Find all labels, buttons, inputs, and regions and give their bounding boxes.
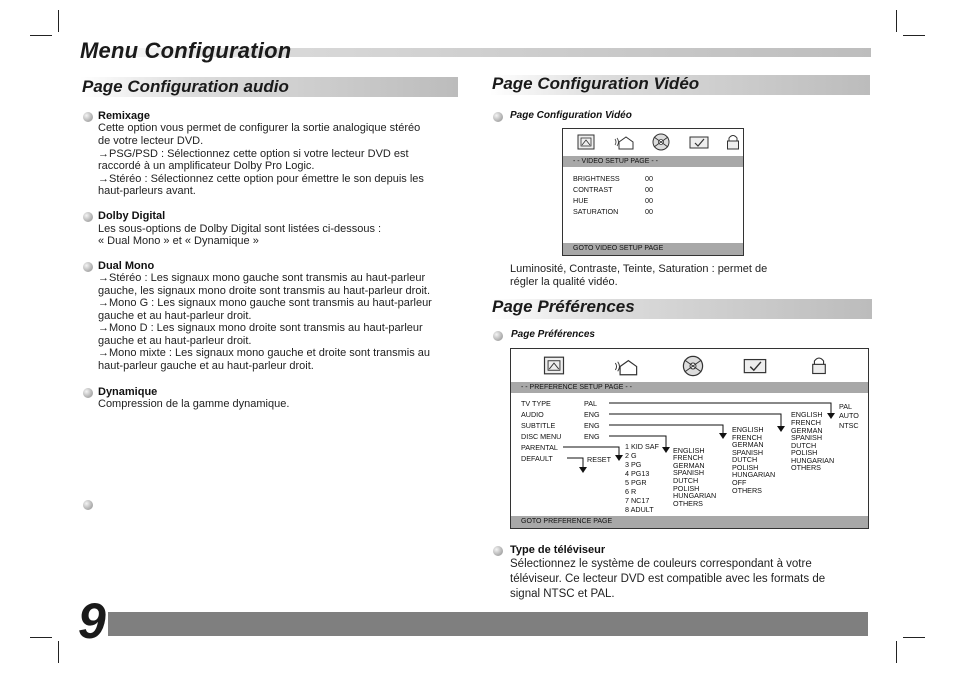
video-row-value: 00 [645,174,653,183]
remixage-line: Cette option vous permet de configurer la sortie analogique stéréo [98,122,421,134]
remixage-line: de votre lecteur DVD. [98,135,204,147]
bullet-icon [83,212,93,222]
dual-mono-line: gauche et au haut-parleur droit. [98,335,252,347]
subtitle-option: DUTCH [732,455,758,464]
bullet-icon [83,388,93,398]
remixage-line: raccordé à un amplificateur Dolby Pro Logic. [98,160,315,172]
bullet-icon [493,546,503,556]
menu-icon-row [563,129,743,156]
dual-mono-title: Dual Mono [98,260,155,272]
dolby-digital-line: « Dual Mono » et « Dynamique » [98,235,259,247]
audio-option: ENGLISH [791,410,823,419]
prefs-screen-footer: GOTO PREFERENCE PAGE [511,516,868,528]
audio-option: DUTCH [791,441,817,450]
crop-mark [30,35,52,36]
prefs-row-label: SUBTITLE [521,421,556,430]
subtitle-option: OFF [732,478,747,487]
dual-mono-line: haut-parleur gauche et au haut-parleur droit. [98,360,314,372]
subtitle-option: SPANISH [732,448,764,457]
lock-icon [726,133,740,151]
discmenu-option: GERMAN [673,461,705,470]
dynamique-line: Compression de la gamme dynamique. [98,398,290,410]
video-screen-footer: GOTO VIDEO SETUP PAGE [563,243,743,255]
remixage-line: haut-parleurs avant. [98,185,196,197]
bottom-bar [108,612,868,636]
subtitle-option: GERMAN [732,440,764,449]
video-row-label: SATURATION [573,207,619,216]
prefs-row-value: ENG [584,432,600,441]
prefs-row-label: AUDIO [521,410,544,419]
parental-option: 4 PG13 [625,469,650,478]
remixage-title: Remixage [98,110,150,122]
crop-mark [58,641,59,663]
crop-mark [896,641,897,663]
discmenu-option: HUNGARIAN [673,491,717,500]
audio-option: FRENCH [791,418,821,427]
crop-mark [896,10,897,32]
video-screen-header: - - VIDEO SETUP PAGE - - [563,156,743,167]
dual-mono-line: →Mono G : Les signaux mono gauche sont transmis au haut-parleur [98,297,432,309]
audio-option: POLISH [791,448,818,457]
audio-option: GERMAN [791,426,823,435]
discmenu-option: ENGLISH [673,446,705,455]
discmenu-option: OTHERS [673,499,703,508]
prefs-row-label: TV TYPE [521,399,551,408]
dual-mono-line: →Stéréo : Les signaux mono gauche sont transmis au haut-parleur [98,272,426,284]
discmenu-option: POLISH [673,484,700,493]
subtitle-option: HUNGARIAN [732,470,776,479]
video-caption: régler la qualité vidéo. [510,276,618,288]
video-check-icon [689,134,709,150]
video-row-value: 00 [645,207,653,216]
parental-option: 5 PGR [625,478,647,487]
audio-section-title: Page Configuration audio [82,77,289,96]
tv-type-line: téléviseur. Ce lecteur DVD est compatible avec les formats de [510,573,826,585]
prefs-row-value: ENG [584,410,600,419]
speaker-page-icon [577,134,595,150]
video-row-label: CONTRAST [573,185,613,194]
dual-mono-line: →Mono mixte : Les signaux mono gauche et droite sont transmis au [98,347,431,359]
video-setup-screen [562,128,744,256]
video-sub-title: Page Configuration Vidéo [510,110,632,121]
dual-mono-line: gauche, les signaux mono droite sont transmis au haut-parleur droit. [98,285,431,297]
crop-mark [903,637,925,638]
tv-option: NTSC [839,421,859,430]
parental-option: 2 G [625,451,637,460]
prefs-row-label: DEFAULT [521,454,553,463]
audio-option: SPANISH [791,433,823,442]
tv-option: AUTO [839,411,859,420]
prefs-row-label: PARENTAL [521,443,558,452]
discmenu-option: SPANISH [673,468,705,477]
parental-option: 8 ADULT [625,505,654,514]
bullet-icon [83,262,93,272]
parental-option: 1 KID SAF [625,442,659,451]
video-caption: Luminosité, Contraste, Teinte, Saturation : permet de [510,263,768,275]
parental-option: 3 PG [625,460,642,469]
subtitle-option: FRENCH [732,433,762,442]
dynamique-title: Dynamique [98,386,158,398]
video-row-value: 00 [645,185,653,194]
tv-type-line: Sélectionnez le système de couleurs correspondant à votre [510,558,812,570]
parental-option: 7 NC17 [625,496,650,505]
prefs-row-label: DISC MENU [521,432,562,441]
audio-house-icon [613,134,635,150]
audio-option: OTHERS [791,463,821,472]
video-row-value: 00 [645,196,653,205]
tv-type-title: Type de téléviseur [510,544,606,556]
subtitle-option: OTHERS [732,486,762,495]
bullet-icon [83,500,93,510]
tv-option: PAL [839,402,853,411]
bullet-icon [493,112,503,122]
page-number: 9 [78,593,106,649]
prefs-reset-label: RESET [587,455,611,464]
crop-mark [30,637,52,638]
prefs-section-title: Page Préférences [492,297,635,316]
crop-mark [903,35,925,36]
page-title: Menu Configuration [80,38,292,63]
dolby-digital-title: Dolby Digital [98,210,166,222]
discmenu-option: FRENCH [673,453,703,462]
video-row-label: HUE [573,196,589,205]
bullet-icon [83,112,93,122]
tv-type-line: signal NTSC et PAL. [510,588,615,600]
dual-mono-line: →Mono D : Les signaux mono droite sont transmis au haut-parleur [98,322,423,334]
parental-option: 6 R [625,487,637,496]
disc-icon [651,132,671,152]
remixage-line: →PSG/PSD : Sélectionnez cette option si votre lecteur DVD est [98,148,409,160]
bullet-icon [493,331,503,341]
prefs-row-value: ENG [584,421,600,430]
audio-option: HUNGARIAN [791,456,835,465]
video-section-title: Page Configuration Vidéo [492,74,700,93]
dolby-digital-line: Les sous-options de Dolby Digital sont listées ci-dessous : [98,223,382,235]
video-row-label: BRIGHTNESS [573,174,620,183]
prefs-row-value: PAL [584,399,598,408]
subtitle-option: ENGLISH [732,425,764,434]
preference-setup-screen [510,348,869,529]
remixage-line: →Stéréo : Sélectionnez cette option pour émettre le son depuis les [98,173,424,185]
prefs-screen-header: - - PREFERENCE SETUP PAGE - - [511,382,868,393]
prefs-sub-title: Page Préférences [511,329,595,340]
discmenu-option: DUTCH [673,476,699,485]
subtitle-option: POLISH [732,463,759,472]
dual-mono-line: gauche et au haut-parleur droit. [98,310,252,322]
crop-mark [58,10,59,32]
